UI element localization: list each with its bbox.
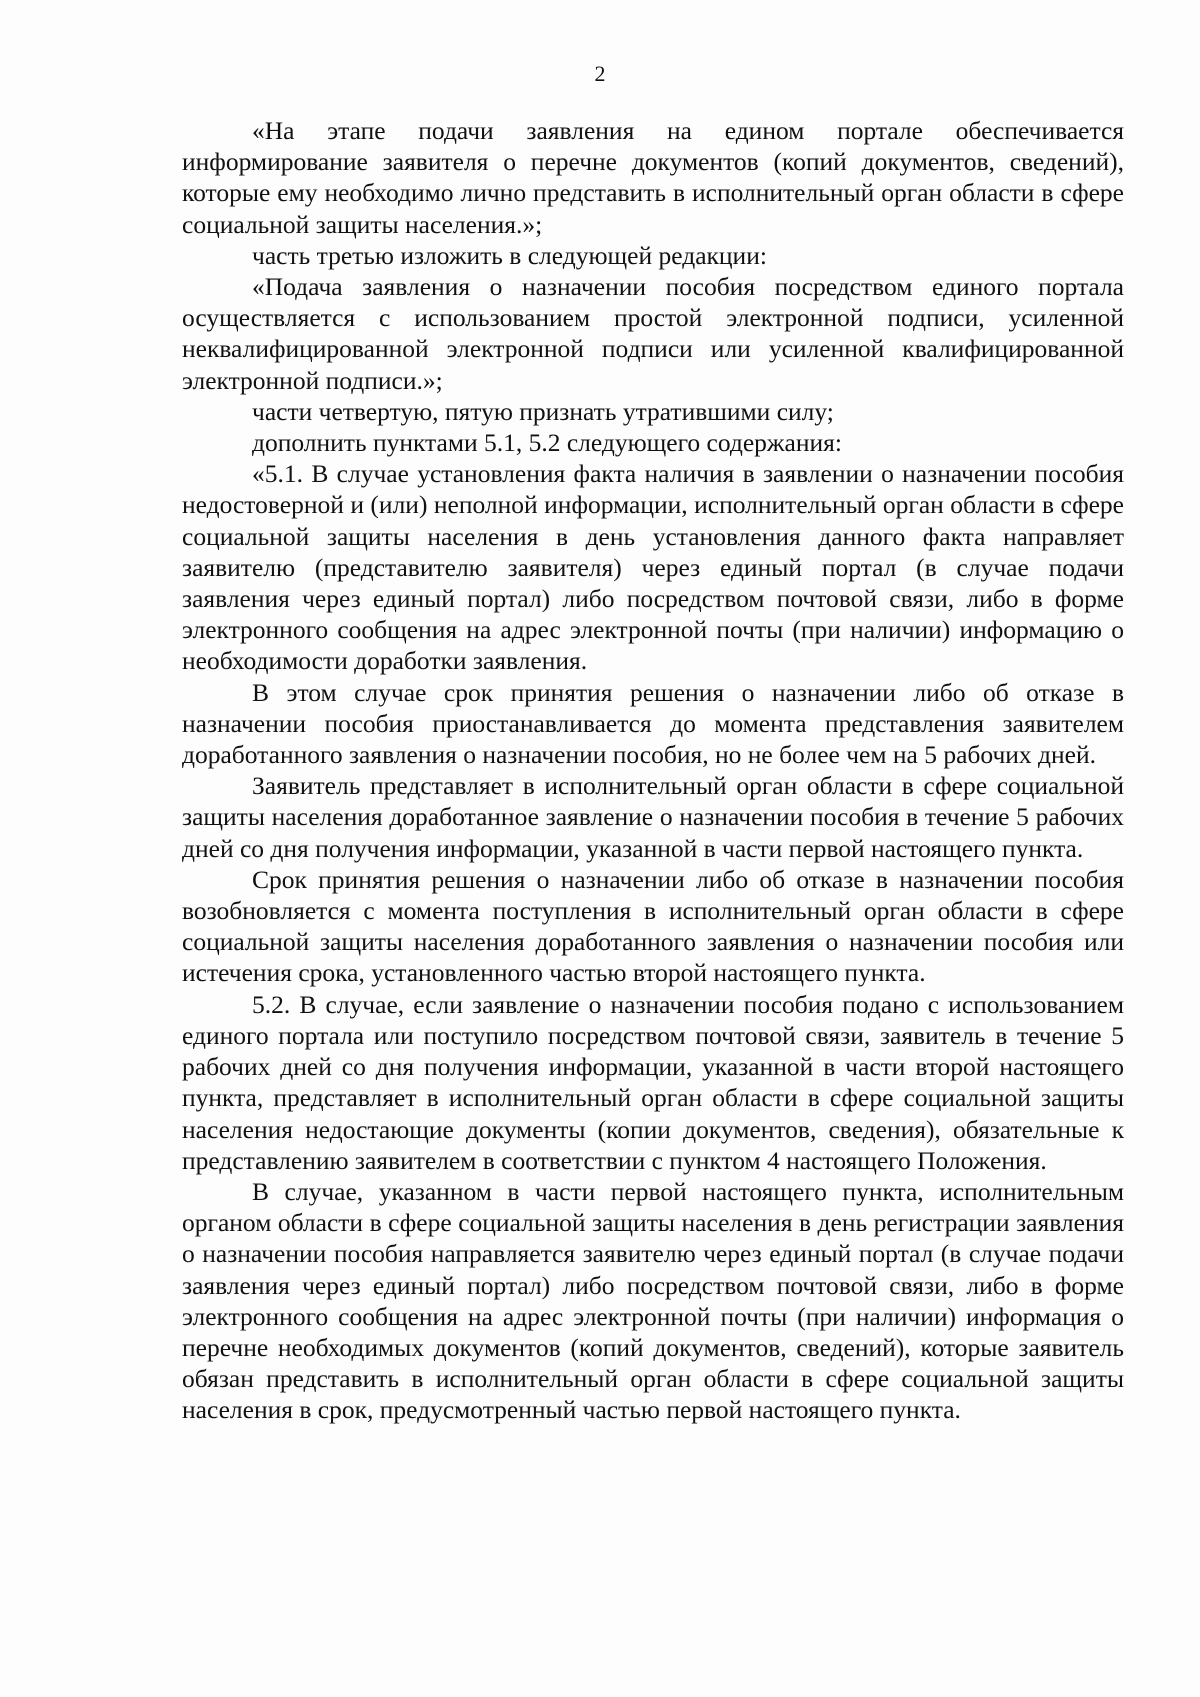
paragraph-6: «5.1. В случае установления факта наличия в заявлении о назначении пособия недостоверной и (или) неполной информации, исполнительный орган области в сфере социальной защиты населения в день установления данного факта направляет заявителю (представителю заявителя) через единый портал (в случае подачи заявления через единый портал) либо посредством почтовой связи, либо в форме электронного сообщения на адрес электронной почты (при наличии) информацию о необходимости доработки заявления. [182,459,1124,676]
paragraph-9: Срок принятия решения о назначении либо об отказе в назначении пособия возобновляется с момента поступления в исполнительный орган области в сфере социальной защиты населения доработанного заявления о назначении пособия или истечения срока, установленного частью второй настоящего пункта. [182,864,1124,988]
paragraph-7: В этом случае срок принятия решения о назначении либо об отказе в назначении пособия приостанавливается до момента представления заявителем доработанного заявления о назначении пособия, но не более чем на 5 рабочих дней. [182,677,1124,770]
paragraph-4: части четвертую, пятую признать утратившими силу; [252,396,834,426]
paragraph-1: «На этапе подачи заявления на едином портале обеспечивается информирование заявителя о перечне документов (копий документов, сведений), которые ему необходимо лично представить в исполнительный орган области в сфере социальной защиты населения.»; [182,116,1124,239]
paragraph-5: дополнить пунктами 5.1, 5.2 следующего содержания: [252,428,842,458]
paragraph-11: В случае, указанном в части первой настоящего пункта, исполнительным органом области в сфере социальной защиты населения в день регистрации заявления о назначении пособия направляется заявителю через единый портал (в случае подачи заявления через единый портал) либо посредством почтовой связи, либо в форме электронного сообщения на адрес электронной почты (при наличии) информация о перечне необходимых документов (копий документов, сведений), которые заявитель обязан представить в исполнительный орган области в сфере социальной защиты населения в срок, предусмотренный частью первой настоящего пункта. [182,1176,1124,1425]
page-number: 2 [594,61,606,86]
paragraph-10: 5.2. В случае, если заявление о назначении пособия подано с использованием единого портала или поступило посредством почтовой связи, заявитель в течение 5 рабочих дней со дня получения информации, указанной в части второй настоящего пункта, представляет в исполнительный орган области в сфере социальной защиты населения недостающие документы (копии документов, сведения), обязательные к представлению заявителем в соответствии с пунктом 4 настоящего Положения. [182,989,1124,1175]
paragraph-2: часть третью изложить в следующей редакции: [252,240,767,270]
paragraph-8: Заявитель представляет в исполнительный орган области в сфере социальной защиты населения доработанное заявление о назначении пособия в течение 5 рабочих дней со дня получения информации, указанной в части первой настоящего пункта. [182,771,1124,863]
paragraph-3: «Подача заявления о назначении пособия посредством единого портала осуществляется с использованием простой электронной подписи, усиленной неквалифицированной электронной подписи или усиленной квалифицированной электронной подписи.»; [182,272,1124,395]
document-body [182,115,1124,1426]
